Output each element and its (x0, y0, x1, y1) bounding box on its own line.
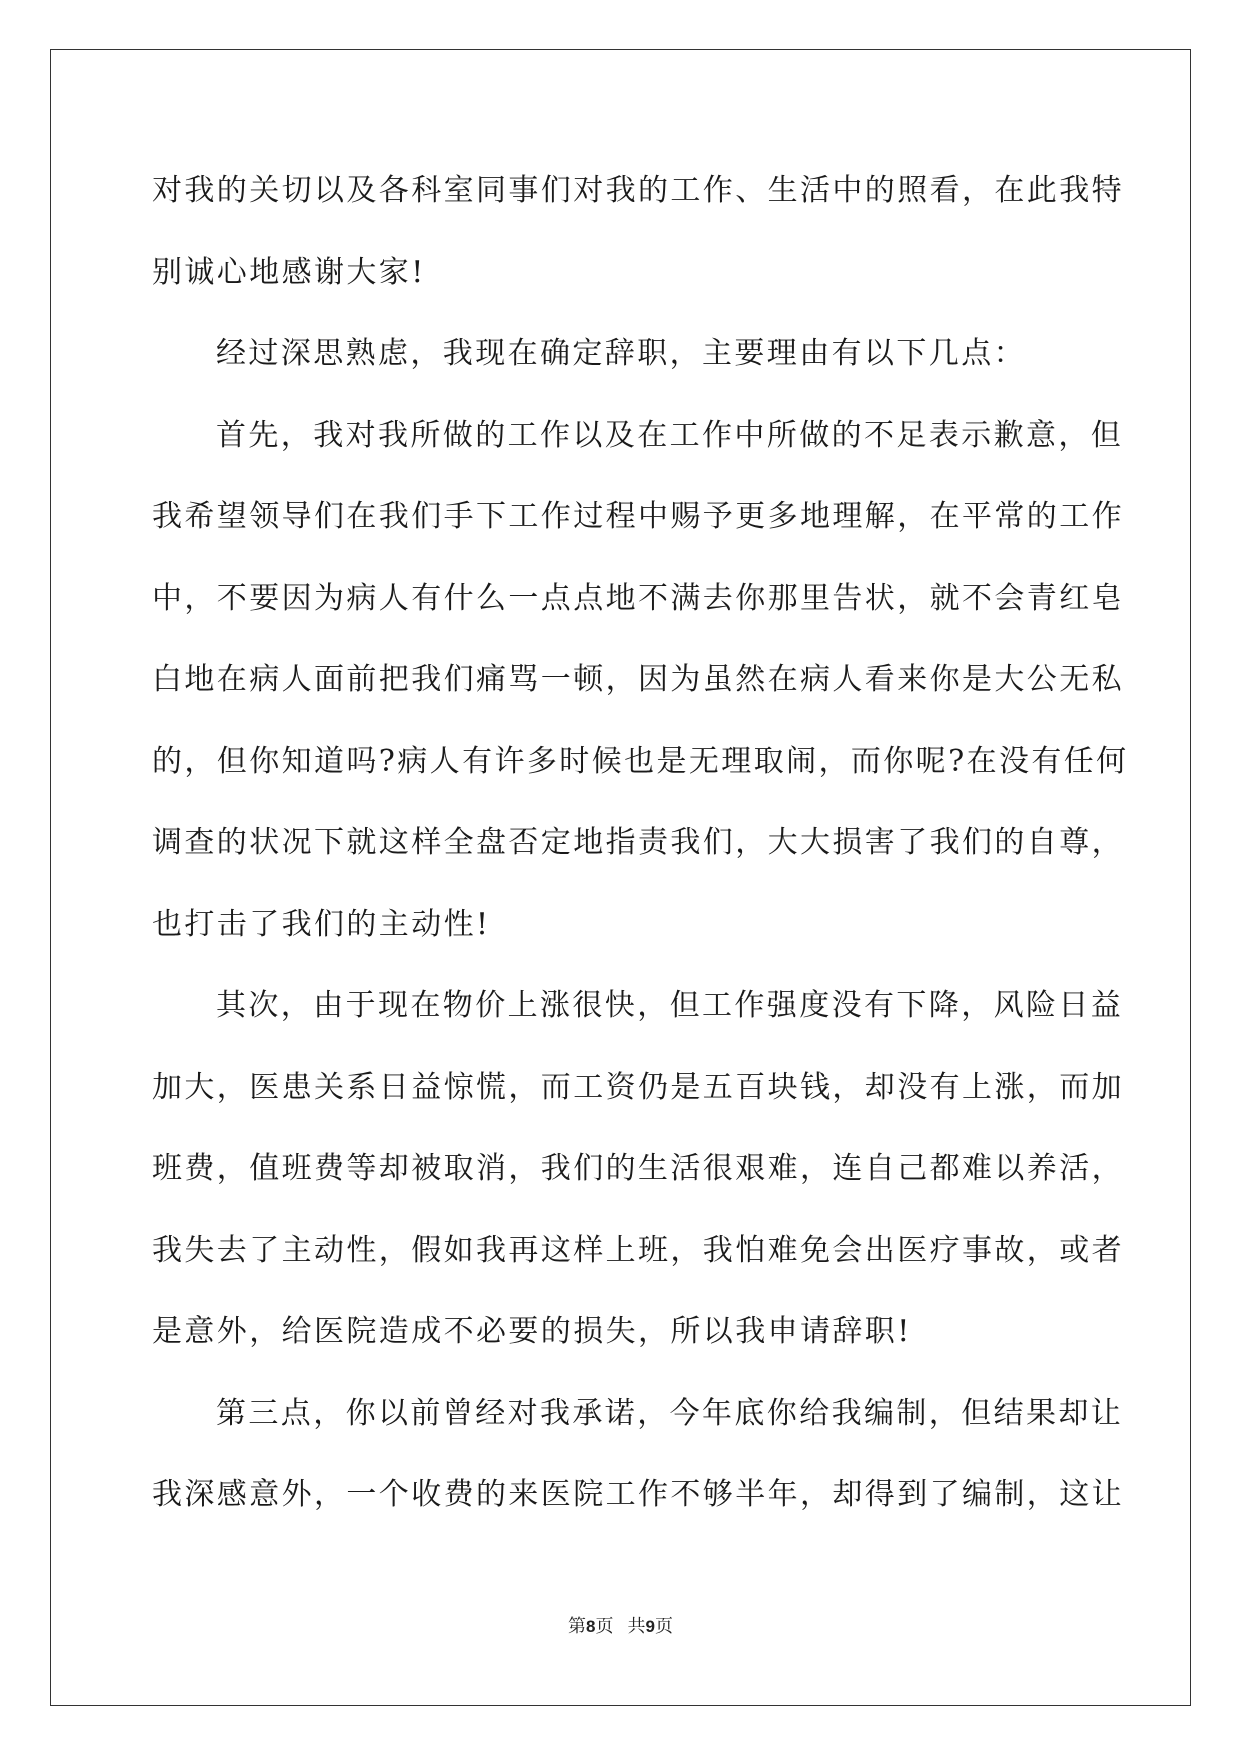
current-page-number: 8 (586, 1617, 596, 1636)
text-line: 第三点，你以前曾经对我承诺，今年底你给我编制，但结果却让 (216, 1395, 1124, 1431)
page-suffix: 页 (595, 1616, 614, 1637)
text-line: 别诚心地感谢大家! (152, 254, 426, 290)
text-line: 班费，值班费等却被取消，我们的生活很艰难，连自己都难以养活， (152, 1151, 1124, 1186)
text-line: 我失去了主动性，假如我再这样上班，我怕难免会出医疗事故，或者 (152, 1232, 1124, 1268)
text-line: 其次，由于现在物价上涨很快，但工作强度没有下降，风险日益 (216, 988, 1124, 1023)
text-line: 是意外，给医院造成不必要的损失，所以我申请辞职! (152, 1314, 912, 1349)
text-line: 我深感意外，一个收费的来医院工作不够半年，却得到了编制，这让 (152, 1477, 1124, 1512)
page-footer (0, 1612, 1241, 1638)
text-line: 的，但你知道吗?病人有许多时候也是无理取闹，而你呢?在没有任何 (152, 743, 1129, 779)
total-prefix: 共 (627, 1616, 646, 1637)
text-line: 经过深思熟虑，我现在确定辞职，主要理由有以下几点： (216, 336, 1026, 371)
text-line: 我希望领导们在我们手下工作过程中赐予更多地理解，在平常的工作 (152, 499, 1124, 534)
text-line: 也打击了我们的主动性! (152, 906, 491, 942)
document-body (152, 160, 1129, 1546)
text-line: 首先，我对我所做的工作以及在工作中所做的不足表示歉意，但 (216, 417, 1124, 453)
text-line: 加大，医患关系日益惊慌，而工资仍是五百块钱，却没有上涨，而加 (152, 1069, 1124, 1105)
text-line: 白地在病人面前把我们痛骂一顿，因为虽然在病人看来你是大公无私 (152, 662, 1124, 697)
text-line: 调查的状况下就这样全盘否定地指责我们，大大损害了我们的自尊， (152, 825, 1124, 860)
page-prefix: 第 (568, 1616, 587, 1637)
total-page-count: 9 (645, 1617, 655, 1636)
text-line: 对我的关切以及各科室同事们对我的工作、生活中的照看，在此我特 (152, 173, 1124, 208)
total-suffix: 页 (654, 1616, 673, 1637)
text-line: 中，不要因为病人有什么一点点地不满去你那里告状，就不会青红皂 (152, 580, 1124, 616)
